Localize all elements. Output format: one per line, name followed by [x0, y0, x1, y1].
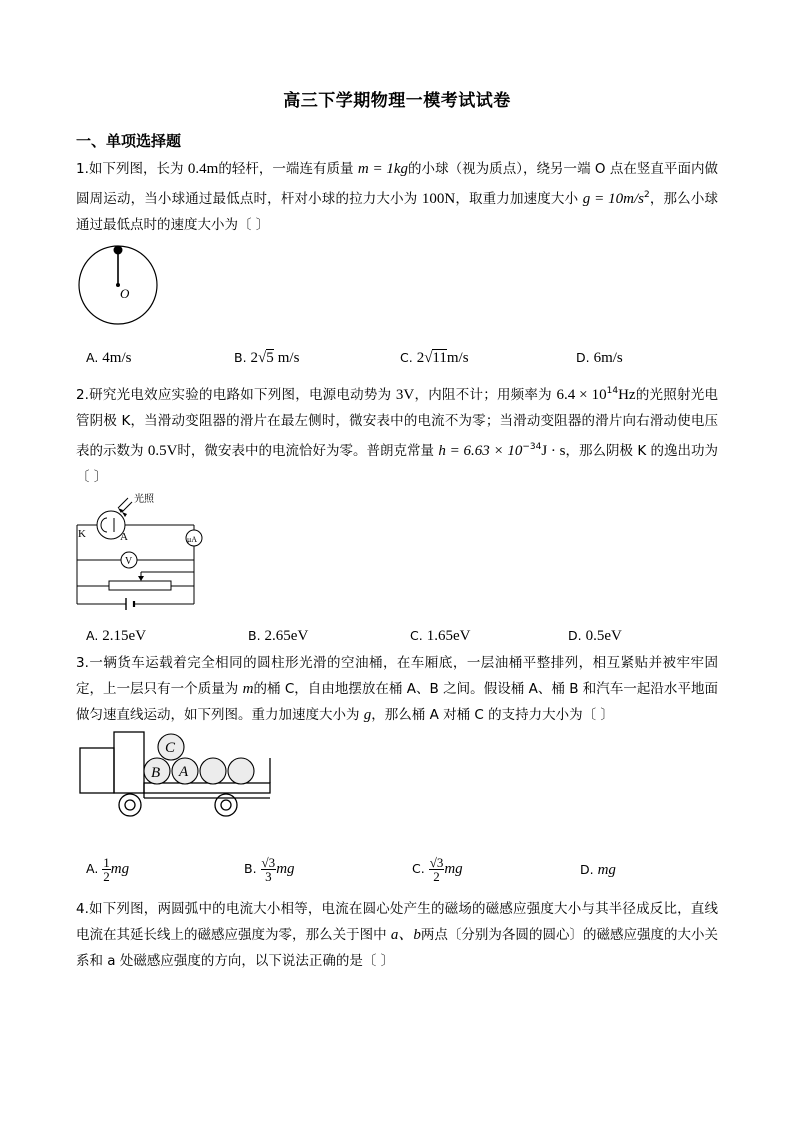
- q2-voltage: 0.5V: [147, 443, 178, 459]
- question-3-text: [76, 650, 718, 728]
- q1-option-d-value: 6m/s: [593, 350, 623, 366]
- q1-text-e: ，那么小球通过最低点时的速度大小为〔 〕: [76, 191, 718, 233]
- q1-option-a[interactable]: [86, 350, 131, 367]
- q3-wheel-rear: [215, 794, 237, 816]
- q3-gravity: g: [363, 707, 372, 723]
- q3-label-a: A: [179, 764, 189, 780]
- q3-option-c-fraction: [429, 856, 445, 883]
- q2-label-v: V: [125, 556, 133, 567]
- q3-option-a-den: 2: [103, 869, 110, 884]
- q3-option-c[interactable]: [412, 856, 463, 883]
- q1-mass: m = 1kg: [357, 161, 409, 177]
- q3-text-a: 3.一辆货车运载着完全相同的圆柱形光滑的空油桶，在车厢底，一层油桶平整排列，相互紧贴并被牢牢固定，上一层只有一个质量为: [76, 655, 718, 697]
- q3-label-c: C: [165, 740, 176, 756]
- q3-option-b-den: 3: [265, 869, 272, 884]
- q3-truck-cab: [114, 732, 144, 793]
- q2-label-a: A: [120, 531, 128, 543]
- q3-truck-cab-front: [80, 748, 114, 793]
- q4-text-a: 4.如下列图，两圆弧中的电流大小相等，电流在圆心处产生的磁场的磁感应强度大小与其半径成反比，直线电流在其延长线上的磁感应强度为零，那么关于图中: [76, 901, 718, 943]
- q2-text-d: 时，微安表中的电流恰好为零。普朗克常量: [177, 443, 439, 459]
- q4-points: a、b: [390, 927, 421, 943]
- q2-planck-exp: −34: [522, 442, 542, 452]
- q2-option-a-label: A.: [86, 628, 99, 643]
- q3-option-b-label: B.: [244, 861, 257, 876]
- q2-option-a[interactable]: [86, 628, 146, 645]
- q1-option-b-unit: m/s: [277, 350, 300, 366]
- q3-mass: m: [242, 681, 254, 697]
- q2-option-c-value: 1.65eV: [426, 628, 471, 644]
- q2-slider-arrow: [138, 576, 144, 581]
- q2-option-b-value: 2.65eV: [264, 628, 309, 644]
- q2-option-a-value: 2.15eV: [102, 628, 147, 644]
- q1-option-c-unit: m/s: [446, 350, 469, 366]
- q2-text-b: ，内阻不计；用频率为: [414, 387, 557, 403]
- q3-option-a-fraction: [102, 856, 111, 883]
- question-2-text: [76, 378, 718, 490]
- q2-emf: 3V: [395, 387, 415, 403]
- q1-length: 0.4m: [187, 161, 219, 177]
- q1-option-c-coef: 2: [416, 350, 425, 366]
- q2-option-d[interactable]: [568, 628, 622, 645]
- q1-option-b-label: B.: [234, 350, 247, 365]
- q2-label-k: K: [78, 528, 86, 540]
- q1-option-a-value: 4m/s: [102, 350, 132, 366]
- q2-planck: h = 6.63 × 10: [438, 443, 523, 459]
- q3-barrel-3: [200, 758, 226, 784]
- q3-option-b-fraction: [261, 856, 277, 883]
- q1-option-c-radicand: 11: [432, 350, 447, 366]
- q1-circle-figure: [76, 240, 166, 330]
- q3-text-b: 的桶 C，自由地摆放在桶 A、B 之间。假设桶 A、桶 B 和汽车一起沿水平地面做匀速直线运动，如下列图。重力加速度大小为: [76, 681, 718, 723]
- q1-option-b-coef: 2: [250, 350, 259, 366]
- q2-option-d-label: D.: [568, 628, 582, 643]
- q3-wheel-front: [119, 794, 141, 816]
- q3-option-d-label: D.: [580, 862, 594, 877]
- q2-frequency-exp: 14: [606, 386, 619, 396]
- q2-option-c[interactable]: [410, 628, 470, 645]
- q2-text-c: 的光照射光电管阴极 K，当滑动变阻器的滑片在最左侧时，微安表中的电流不为零；当滑动变阻器的滑片向右滑动使电压表的示数为: [76, 387, 719, 459]
- q3-option-a-num: 1: [103, 855, 110, 870]
- q2-rheostat: [109, 581, 171, 590]
- q1-ball: [114, 246, 123, 255]
- q1-option-c[interactable]: [400, 350, 469, 367]
- q1-force: 100N: [421, 191, 456, 207]
- q1-text-b: 的轻杆，一端连有质量: [218, 161, 358, 177]
- q2-label-ua: μA: [187, 535, 198, 544]
- q3-option-c-tail: mg: [444, 861, 463, 877]
- question-1-text: [76, 156, 718, 238]
- q3-option-a[interactable]: [86, 856, 129, 883]
- sqrt-icon: √: [424, 350, 433, 366]
- q2-cathode: [101, 518, 107, 532]
- q2-option-b-label: B.: [248, 628, 261, 643]
- q3-label-b: B: [151, 765, 161, 781]
- sqrt-icon: √: [258, 350, 267, 366]
- q2-circuit-figure: [74, 488, 209, 610]
- q2-planck-unit: J · s: [541, 443, 566, 459]
- q2-option-c-label: C.: [410, 628, 423, 643]
- q2-text-a: 2.研究光电效应实验的电路如下列图，电源电动势为: [76, 387, 396, 403]
- q1-option-a-label: A.: [86, 350, 99, 365]
- q3-truck-figure: [78, 728, 274, 820]
- q2-light-label: 光照: [134, 494, 154, 505]
- q3-option-c-den: 2: [433, 869, 440, 884]
- q3-option-d-value: mg: [597, 862, 616, 878]
- q3-option-a-tail: mg: [110, 861, 130, 877]
- q3-truck-bed: [144, 783, 270, 793]
- q3-option-d[interactable]: [580, 862, 616, 879]
- q3-text-c: ，那么桶 A 对桶 C 的支持力大小为〔 〕: [371, 707, 614, 723]
- q1-option-d[interactable]: [576, 350, 623, 367]
- q3-option-b-num: √3: [261, 855, 276, 870]
- q1-option-b[interactable]: [234, 350, 299, 367]
- q1-option-b-radicand: 5: [266, 350, 274, 366]
- q1-text-a: 1.如下列图，长为: [76, 161, 188, 177]
- question-4-text: [76, 896, 718, 974]
- q3-option-b-tail: mg: [276, 861, 295, 877]
- q2-frequency: 6.4 × 10: [556, 387, 607, 403]
- q2-option-b[interactable]: [248, 628, 308, 645]
- q3-barrel-4: [228, 758, 254, 784]
- q1-option-c-label: C.: [400, 350, 413, 365]
- q1-option-d-label: D.: [576, 350, 590, 365]
- q1-gravity-exp: 2: [643, 190, 650, 200]
- section-heading: 一、单项选择题: [76, 132, 182, 150]
- q1-gravity: g = 10m/s: [582, 191, 644, 207]
- q2-text-e: ，那么阴极 K 的逸出功为〔 〕: [76, 443, 719, 485]
- q4-text-b: 两点〔分别为各圆的圆心〕的磁感应强度的大小关系和 a 处磁感应强度的方向，以下说法正确的是〔 〕: [76, 927, 718, 969]
- q2-frequency-unit: Hz: [618, 387, 636, 403]
- page-title: 高三下学期物理一模考试试卷: [283, 91, 511, 111]
- q3-option-a-label: A.: [86, 861, 99, 876]
- q3-option-b[interactable]: [244, 856, 295, 883]
- q3-option-c-label: C.: [412, 861, 425, 876]
- q2-option-d-value: 0.5eV: [585, 628, 622, 644]
- q1-pivot-label: O: [120, 286, 130, 301]
- q1-text-d: ，取重力加速度大小: [455, 191, 583, 207]
- q1-text-c: 的小球（视为质点），绕另一端 O 点在竖直平面内做圆周运动，当小球通过最低点时，杆对小球的拉力大小为: [76, 161, 718, 207]
- q3-option-c-num: √3: [429, 855, 444, 870]
